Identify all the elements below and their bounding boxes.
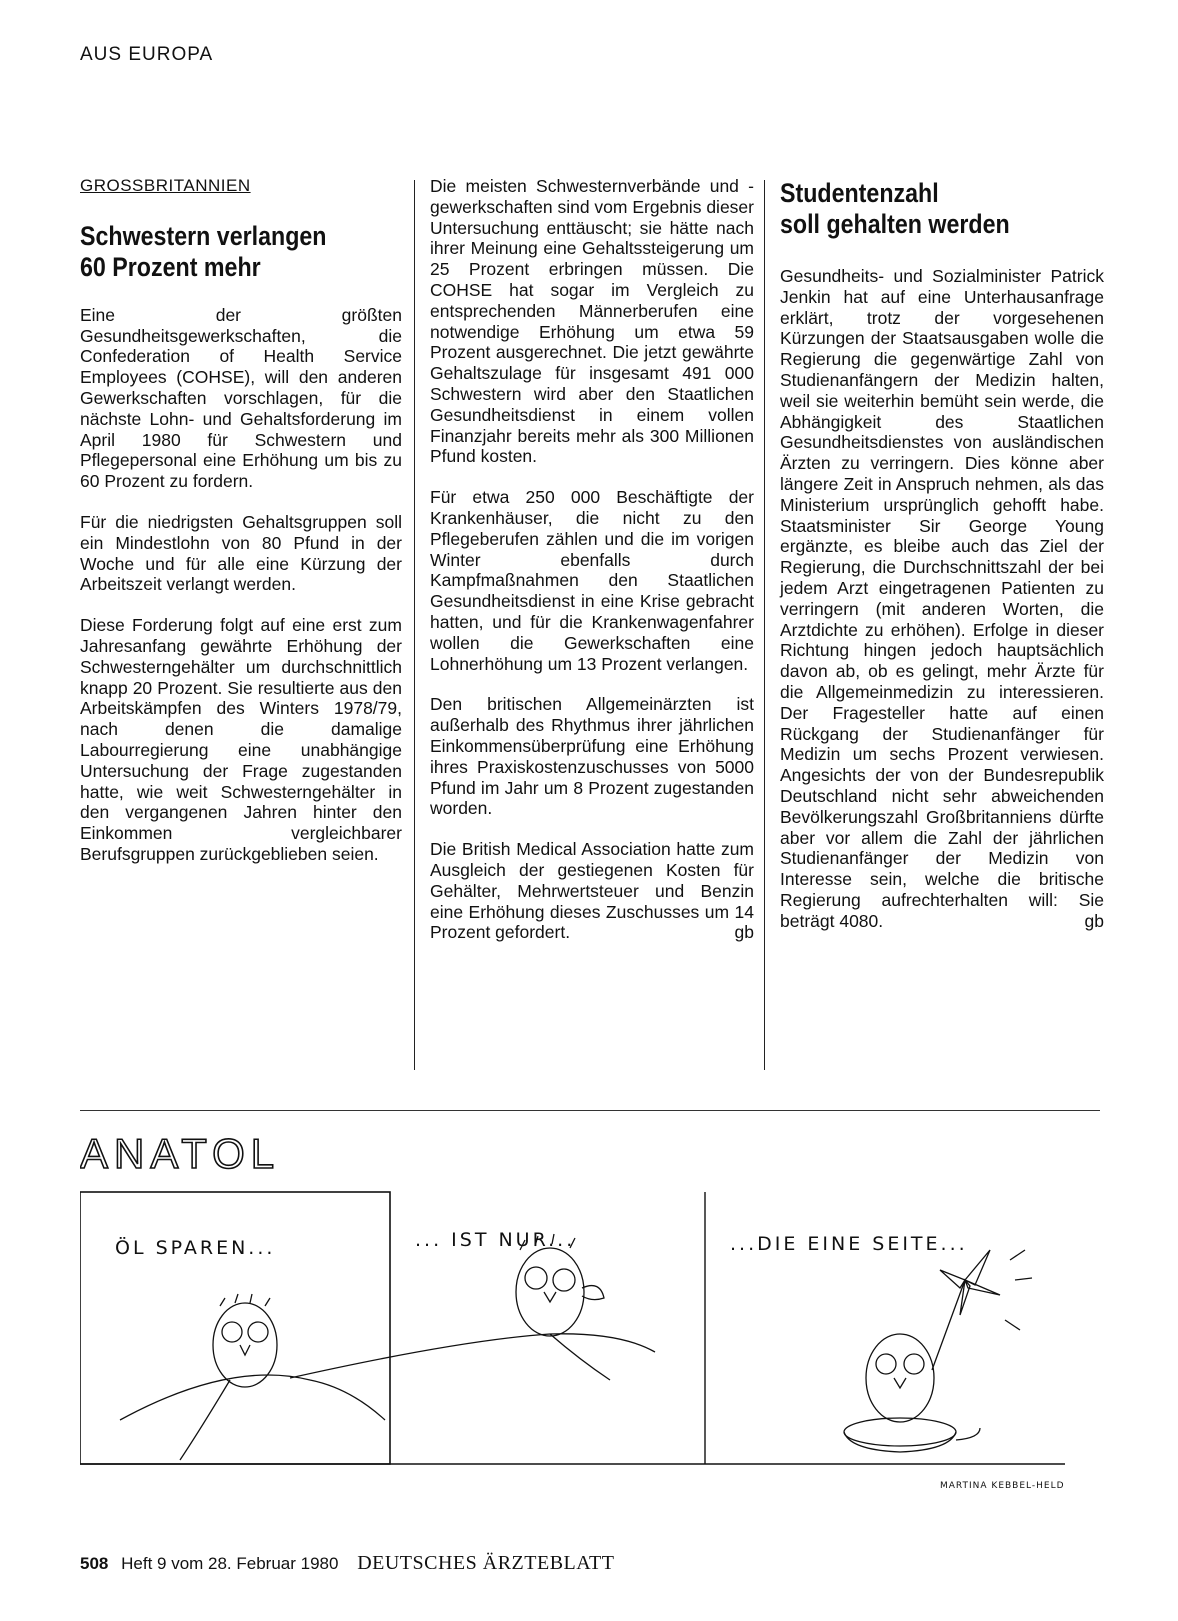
paragraph: Für etwa 250 000 Beschäftigte der Krankenhäuser, die nicht zu den Pflegeberufen zählen und die im vorigen Winter ebenfalls durch Kampfmaßnahmen den Staatlichen Gesundheitsdienst in eine Krise gebracht hatten, und für die Krankenwagenfahrer wollen die Gewerkschaften eine Lohnerhöhung um 13 Prozent verlangen. <box>430 487 754 674</box>
article-column-3 <box>780 176 1104 952</box>
headline-line: Schwestern verlangen <box>80 220 327 251</box>
panel-frame-1 <box>80 1192 390 1464</box>
column-rule <box>764 180 765 1070</box>
owl-with-pinwheel-drawing <box>844 1250 1032 1452</box>
headline-line: soll gehalten werden <box>780 209 1010 239</box>
artist-signature: MARTINA KEBBEL-HELD <box>940 1481 1065 1491</box>
cartoon-strip <box>80 1120 1120 1500</box>
paragraph-text: Die British Medical Association hatte zum Ausgleich der gestiegenen Kosten für Gehälter, Mehrwertsteuer und Benzin eine Erhöhung dieses Zuschusses um 14 Prozent gefordert. <box>430 839 754 943</box>
paragraph-text: Gesundheits- und Sozialminister Patrick Jenkin hat auf eine Unterhausanfrage erklärt, trotz der vorgesehenen Kürzungen der Staatsausgaben wolle die Regierung die gegenwärtige Zahl von Studienanfängern der Medizin halten, weil sie weiterhin bemüht sein werde, die Abhängigkeit des Staatlichen Gesundheitsdienstes von ausländischen Ärzten zu verringern. Dies könne aber längere Zeit in Anspruch nehmen, als das Ministerium ursprünglich gehofft habe. Staatsminister Sir George Young ergänzte, es bleibe auch das Ziel der Regierung, die Durchschnittszahl der bei jedem Arzt eingetragenen Patienten zu verringern (mit anderen Worten, die Arztdichte zu erhöhen). Erfolge in dieser Richtung hingen jedoch hauptsächlich davon ab, ob es gelingt, mehr Ärzte für die Allgemeinmedizin zu interessieren. Der Fragesteller hatte auf einen Rückgang der Studienanfänger für Medizin um sechs Prozent verwiesen. Angesichts der von der Bundesrepublik Deutschland nicht sehr abweichenden Bevölkerungszahl Großbritanniens dürfte aber vor allem die Zahl der jährlichen Studienanfänger der Medizin von Interesse sein, welche die britische Regierung aufrechterhalten will: Sie beträgt 4080. <box>780 266 1104 931</box>
article-headline <box>80 221 407 283</box>
owl-on-hill-drawing <box>120 1294 385 1460</box>
panel-caption-3: ...DIE EINE SEITE... <box>730 1233 968 1255</box>
article-column-2 <box>430 176 754 963</box>
panel-caption-1: ÖL SPAREN... <box>115 1237 276 1259</box>
paragraph: Diese Forderung folgt auf eine erst zum Jahresanfang gewährte Erhöhung der Schwesterngehälter um durchschnittlich knapp 20 Prozent. Sie resultierte aus den Arbeitskämpfen des Winters 1978/79, nach denen die damalige Labourregierung eine unabhängige Untersuchung der Frage zugestanden hatte, wie weit Schwesterngehälter in den vergangenen Jahren hinter den Einkommen vergleichbarer Berufsgruppen zurückgeblieben seien. <box>80 615 402 864</box>
article-headline <box>780 178 1107 240</box>
paragraph <box>430 839 754 943</box>
paragraph: Für die niedrigsten Gehaltsgruppen soll ein Mindestlohn von 80 Pfund in der Woche und für alle eine Kürzung der Arbeitszeit verlangt werden. <box>80 511 402 595</box>
cartoon-divider <box>80 1110 1100 1111</box>
paragraph: Die meisten Schwesternverbände und -gewerkschaften sind vom Ergebnis dieser Untersuchung enttäuscht; sie hätte nach ihrer Meinung eine Gehaltssteigerung um 25 Prozent erbringen müssen. Die COHSE hat sogar im Vergleich zu entsprechenden Männerberufen eine notwendige Erhöhung um etwa 59 Prozent ausgerechnet. Die jetzt gewährte Gehaltszulage für insgesamt 491 000 Schwestern wird aber den Staatlichen Gesundheitsdienst in einem vollen Finanzjahr bereits mehr als 300 Millionen Pfund kosten. <box>430 176 754 467</box>
author-signature: gb <box>1084 910 1104 931</box>
author-signature: gb <box>734 922 754 943</box>
cartoon-title: ANATOL <box>80 1130 281 1177</box>
page-number: 508 <box>80 1554 109 1573</box>
paragraph: Den britischen Allgemeinärzten ist außerhalb des Rhythmus ihrer jährlichen Einkommensüberprüfung eine Erhöhung ihres Praxiskostenzuschusses von 5000 Pfund im Jahr um 8 Prozent zugestanden worden. <box>430 694 754 819</box>
column-rule <box>414 180 415 1070</box>
owl-on-branch-drawing <box>290 1234 655 1380</box>
publication-name: DEUTSCHES ÄRZTEBLATT <box>357 1552 615 1574</box>
headline-line: Studentenzahl <box>780 178 939 208</box>
headline-line: 60 Prozent mehr <box>80 251 261 282</box>
page-footer <box>80 1552 614 1575</box>
panel-caption-2: ... IST NUR... <box>415 1229 576 1251</box>
paragraph: Eine der größten Gesundheitsgewerkschaften, die Confederation of Health Service Employees (COHSE), will den anderen Gewerkschaften vorschlagen, für die nächste Lohn- und Gehaltsforderung im April 1980 für Schwestern und Pflegepersonal eine Erhöhung um bis zu 60 Prozent zu fordern. <box>80 304 402 492</box>
article-kicker: GROSSBRITANNIEN <box>80 176 251 195</box>
paragraph <box>780 266 1104 932</box>
article-column-1 <box>80 176 402 885</box>
issue-info: Heft 9 vom 28. Februar 1980 <box>121 1554 339 1573</box>
section-label: AUS EUROPA <box>80 44 214 65</box>
